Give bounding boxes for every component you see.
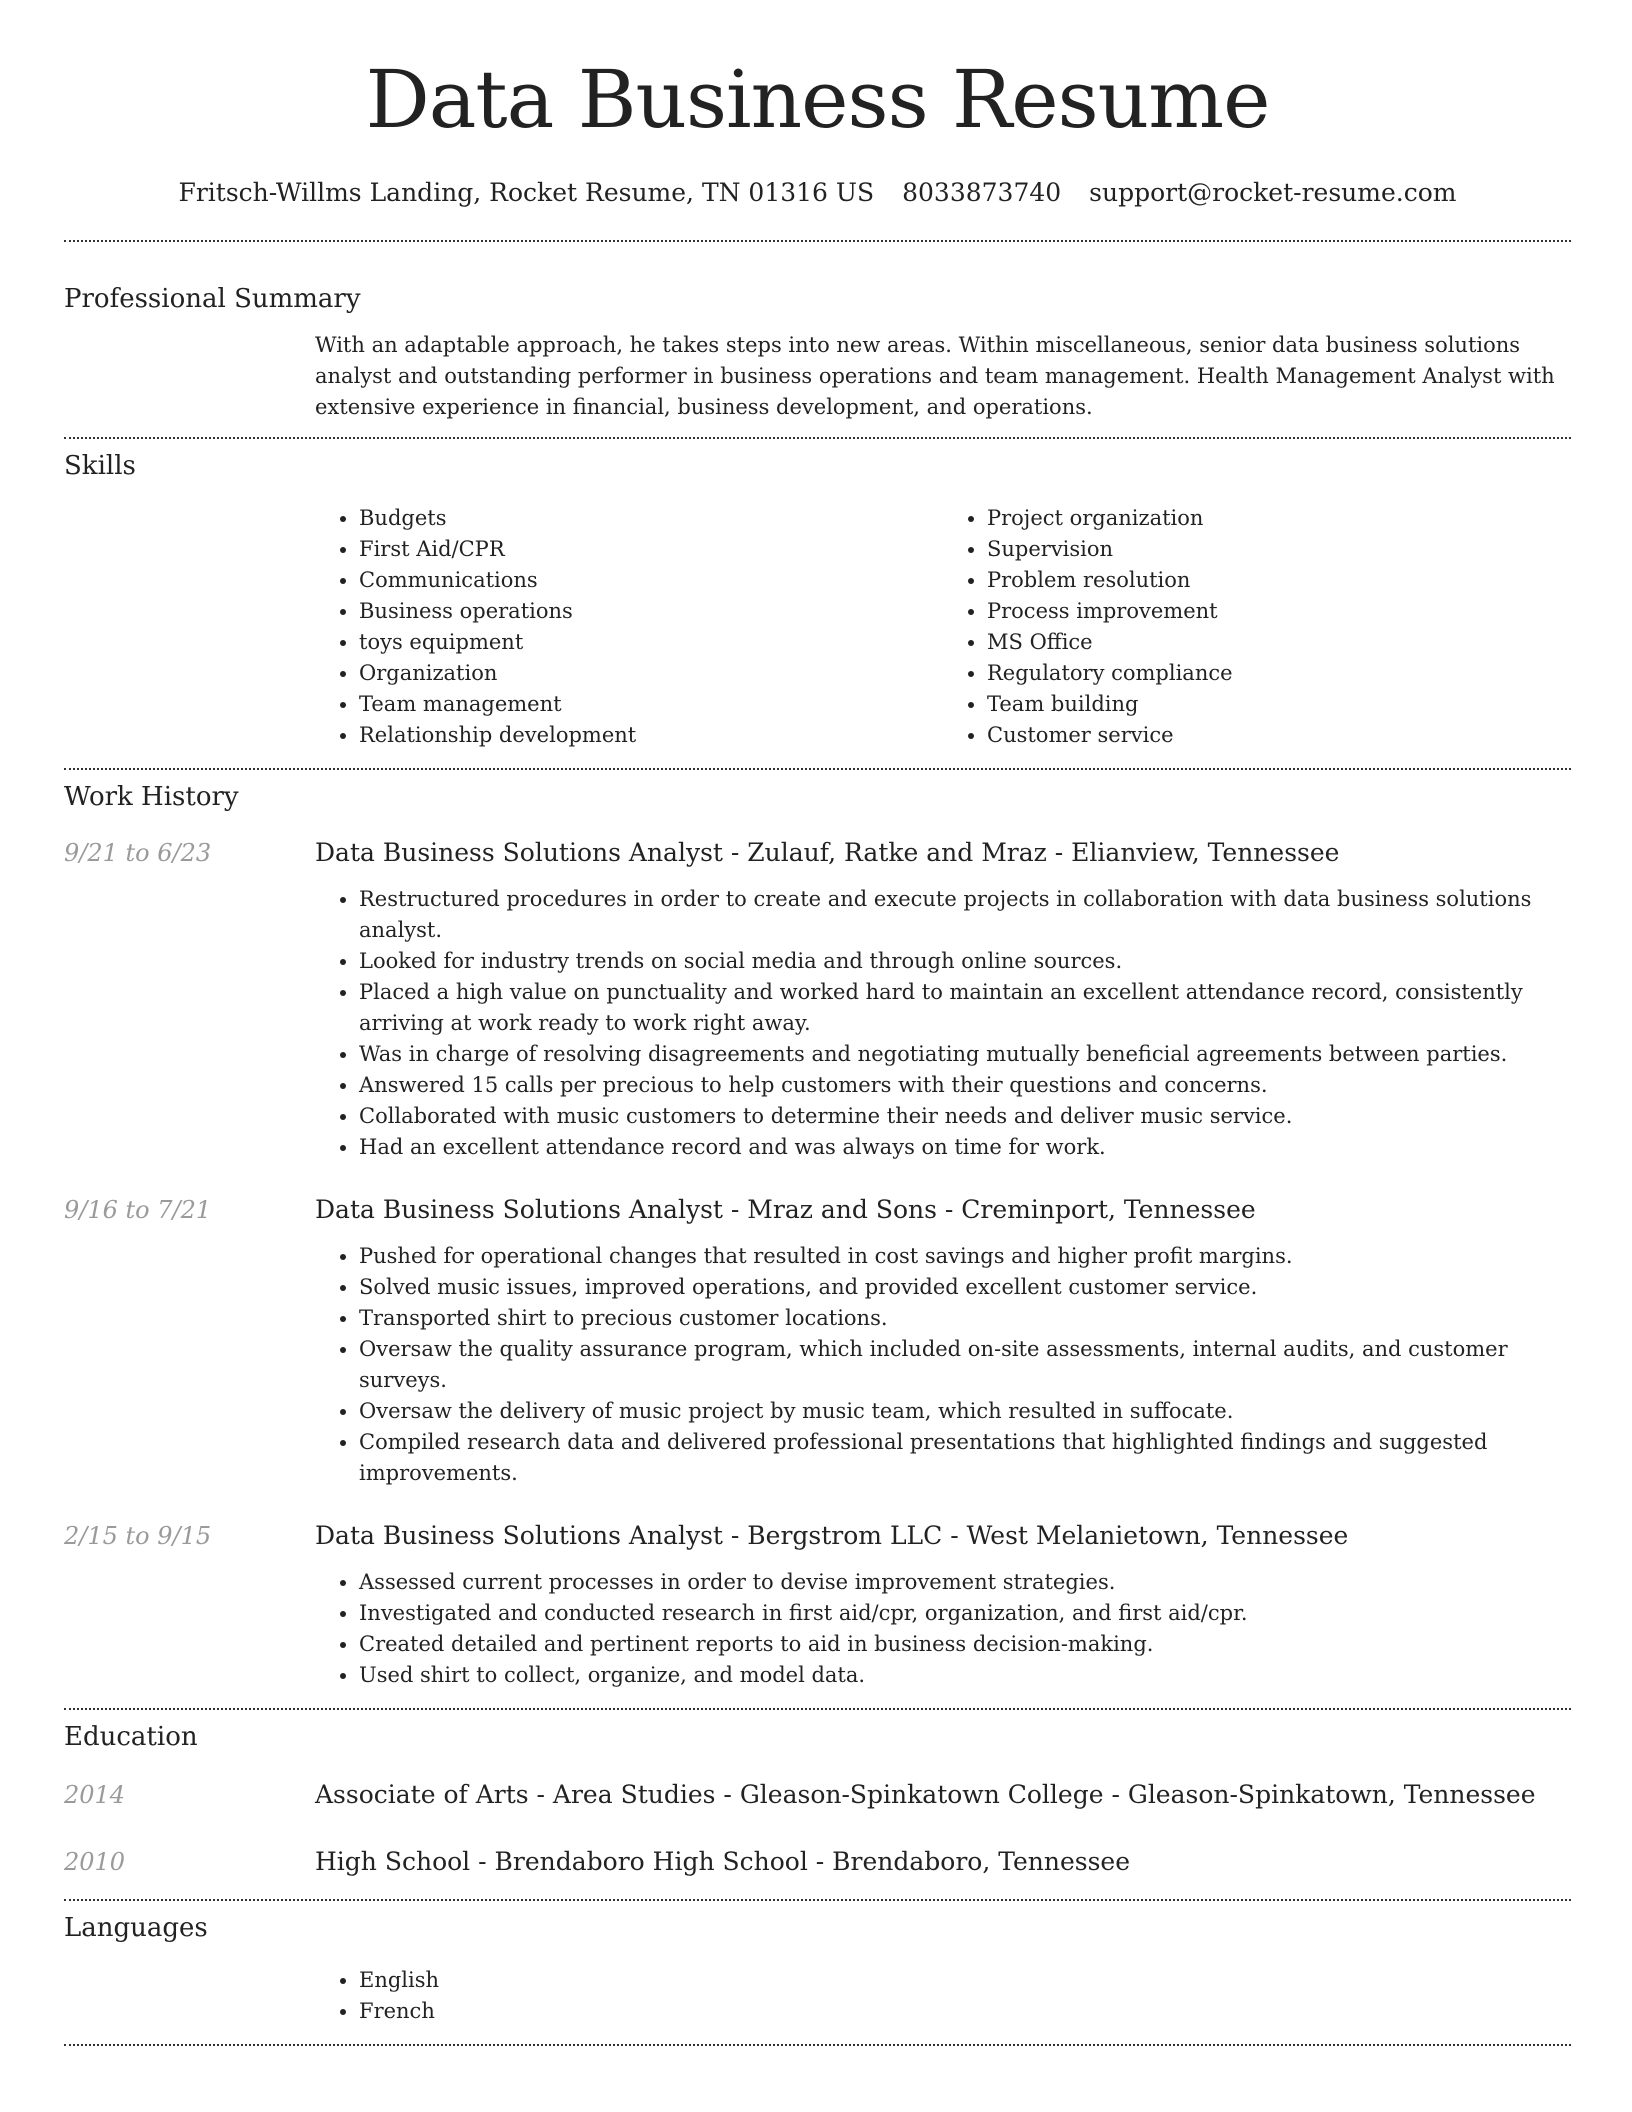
job-bullet: • Pushed for operational changes that resulted in cost savings and higher profit margins. (359, 1241, 1571, 1272)
job-dates: 9/16 to 7/21 (64, 1196, 212, 1224)
job-heading: Data Business Solutions Analyst - Bergstrom LLC - West Melanietown, Tennessee (315, 1521, 1349, 1550)
languages-list (315, 1965, 1571, 2027)
skill-item: • toys equipment (359, 627, 943, 658)
language-item: • French (359, 1996, 1571, 2027)
education-heading: Associate of Arts - Area Studies - Gleason-Spinkatown College - Gleason-Spinkatown, Tennessee (315, 1780, 1536, 1809)
job-bullet: • Restructured procedures in order to create and execute projects in collaboration with data business solutions analyst. (359, 884, 1571, 946)
job-bullet: • Placed a high value on punctuality and worked hard to maintain an excellent attendance record, consistently arriving at work ready to work right away. (359, 977, 1571, 1039)
divider-header (64, 240, 1571, 242)
job-bullet: • Oversaw the quality assurance program, which included on-site assessments, internal audits, and customer surveys. (359, 1334, 1571, 1396)
job-bullet: • Assessed current processes in order to devise improvement strategies. (359, 1567, 1571, 1598)
skill-item: • First Aid/CPR (359, 534, 943, 565)
contact-address: Fritsch-Willms Landing, Rocket Resume, TN 01316 US (178, 178, 875, 207)
languages-title: Languages (64, 1913, 208, 1943)
work-title: Work History (64, 782, 239, 812)
divider-summary (64, 437, 1571, 439)
education-section (64, 1720, 1571, 1879)
languages-section (64, 1911, 1571, 2027)
education-entry (64, 1778, 1571, 1812)
job-entry (64, 1193, 1571, 1489)
divider-skills (64, 768, 1571, 770)
job-heading: Data Business Solutions Analyst - Mraz and Sons - Creminport, Tennessee (315, 1195, 1256, 1224)
skill-item: • Project organization (987, 503, 1571, 534)
job-bullet: • Compiled research data and delivered professional presentations that highlighted findings and suggested improvements. (359, 1427, 1571, 1489)
education-year: 2014 (64, 1781, 126, 1809)
divider-work (64, 1708, 1571, 1710)
skill-item: • Problem resolution (987, 565, 1571, 596)
skill-item: • Supervision (987, 534, 1571, 565)
resume-name: Data Business Resume (365, 53, 1270, 146)
job-bullet: • Looked for industry trends on social media and through online sources. (359, 946, 1571, 977)
education-entry (64, 1845, 1571, 1879)
skill-item: • MS Office (987, 627, 1571, 658)
skill-item: • Communications (359, 565, 943, 596)
language-item: • English (359, 1965, 1571, 1996)
skill-item: • Process improvement (987, 596, 1571, 627)
job-entry (64, 836, 1571, 1163)
resume-page (64, 0, 1571, 2046)
skill-item: • Team management (359, 689, 943, 720)
skill-item: • Business operations (359, 596, 943, 627)
education-title: Education (64, 1722, 198, 1752)
job-dates: 2/15 to 9/15 (64, 1522, 212, 1550)
summary-text: With an adaptable approach, he takes steps into new areas. Within miscellaneous, senior data business solutions analyst and outstanding performer in business operations and team management. Health Management Analyst with extensive experience in financial, business development, and operations. (315, 333, 1555, 419)
skill-item: • Budgets (359, 503, 943, 534)
job-bullets (315, 884, 1571, 1163)
job-bullet: • Used shirt to collect, organize, and model data. (359, 1660, 1571, 1691)
divider-languages (64, 2044, 1571, 2046)
job-bullet: • Transported shirt to precious customer locations. (359, 1303, 1571, 1334)
summary-title: Professional Summary (64, 284, 361, 314)
job-bullet: • Investigated and conducted research in first aid/cpr, organization, and first aid/cpr. (359, 1598, 1571, 1629)
job-dates: 9/21 to 6/23 (64, 839, 212, 867)
skills-list-left (315, 503, 943, 751)
contact-phone: 8033873740 (902, 178, 1062, 207)
skill-item: • Team building (987, 689, 1571, 720)
skill-item: • Relationship development (359, 720, 943, 751)
contact-line (64, 176, 1571, 210)
skill-item: • Organization (359, 658, 943, 689)
job-bullets (315, 1241, 1571, 1489)
divider-education (64, 1899, 1571, 1901)
job-bullet: • Was in charge of resolving disagreements and negotiating mutually beneficial agreements between parties. (359, 1039, 1571, 1070)
job-bullet: • Solved music issues, improved operations, and provided excellent customer service. (359, 1272, 1571, 1303)
education-year: 2010 (64, 1848, 126, 1876)
job-bullet: • Created detailed and pertinent reports to aid in business decision-making. (359, 1629, 1571, 1660)
skills-list-right (943, 503, 1571, 751)
contact-email: support@rocket-resume.com (1089, 178, 1457, 207)
job-heading: Data Business Solutions Analyst - Zulauf, Ratke and Mraz - Elianview, Tennessee (315, 838, 1340, 867)
work-section (64, 780, 1571, 1691)
job-bullet: • Oversaw the delivery of music project by music team, which resulted in suffocate. (359, 1396, 1571, 1427)
job-entry (64, 1519, 1571, 1691)
skills-section (64, 449, 1571, 751)
resume-header (64, 54, 1571, 210)
skill-item: • Regulatory compliance (987, 658, 1571, 689)
summary-section (64, 282, 1571, 423)
skills-title: Skills (64, 451, 136, 481)
job-bullet: • Had an excellent attendance record and was always on time for work. (359, 1132, 1571, 1163)
education-heading: High School - Brendaboro High School - Brendaboro, Tennessee (315, 1847, 1131, 1876)
job-bullets (315, 1567, 1571, 1691)
skill-item: • Customer service (987, 720, 1571, 751)
job-bullet: • Answered 15 calls per precious to help customers with their questions and concerns. (359, 1070, 1571, 1101)
job-bullet: • Collaborated with music customers to determine their needs and deliver music service. (359, 1101, 1571, 1132)
